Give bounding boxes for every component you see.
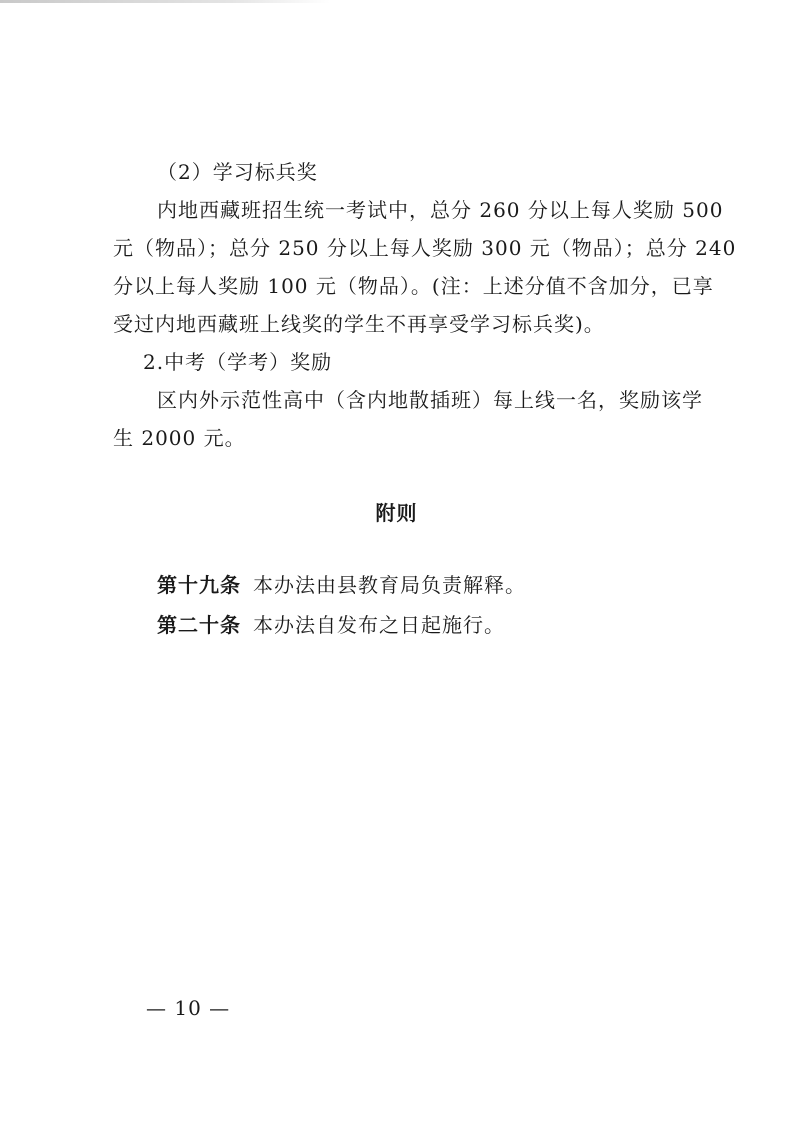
article-text: 本办法由县教育局负责解释。: [253, 573, 526, 597]
study-award-heading-text: （2）学习标兵奖: [157, 160, 318, 184]
paragraph-line: 分以上每人奖励 100 元（物品）。(注：上述分值不含加分，已享: [113, 274, 714, 298]
paragraph-line: 元（物品）；总分 250 分以上每人奖励 300 元（物品）；总分 240: [113, 236, 737, 260]
scan-edge: [0, 0, 330, 3]
paragraph-line: 区内外示范性高中（含内地散插班）每上线一名，奖励该学: [157, 388, 703, 412]
paragraph-line: 生 2000 元。: [113, 426, 246, 450]
zhongkao-award-paragraph: [113, 381, 703, 457]
zhongkao-award-heading-text: 2.中考（学考）奖励: [143, 350, 333, 374]
page-number: — 10 —: [146, 996, 231, 1020]
article-number: 第二十条: [157, 613, 241, 637]
paragraph-line: 受过内地西藏班上线奖的学生不再享受学习标兵奖)。: [113, 312, 605, 336]
zhongkao-award-heading: [113, 343, 688, 381]
paragraph-line: 内地西藏班招生统一考试中，总分 260 分以上每人奖励 500: [157, 198, 724, 222]
appendix-title: 附则: [375, 501, 418, 525]
study-award-heading: [113, 153, 688, 191]
article-text: 本办法自发布之日起施行。: [253, 613, 505, 637]
article-20: [157, 606, 505, 644]
article-19: [157, 566, 526, 604]
article-number: 第十九条: [157, 573, 241, 597]
study-award-paragraph: [113, 191, 737, 343]
